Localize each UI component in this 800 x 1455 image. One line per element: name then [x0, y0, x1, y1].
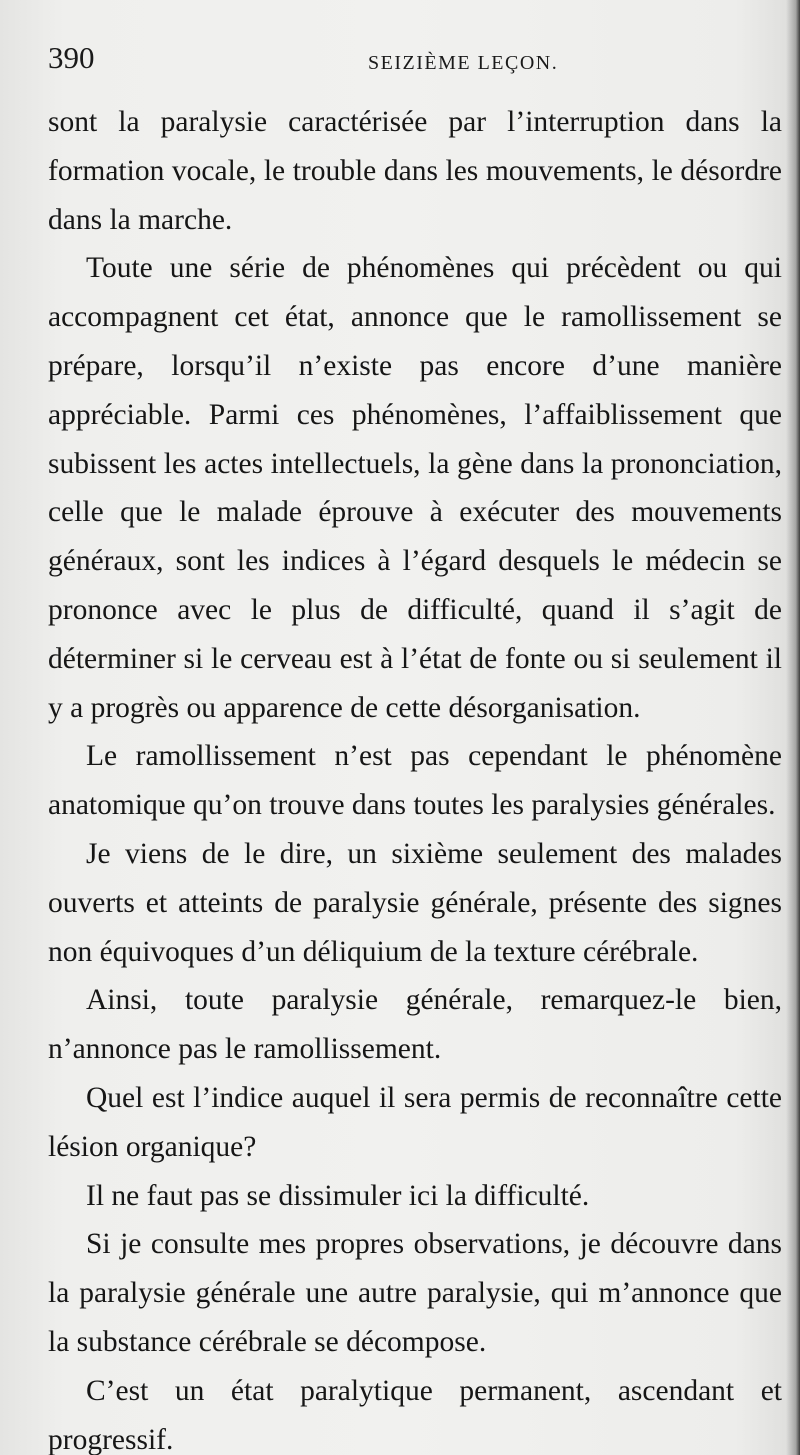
paragraph: Quel est l’indice auquel il sera permis de reconnaître cette lésion organique?	[48, 1081, 782, 1163]
page-header	[48, 40, 788, 90]
paragraph: Il ne faut pas se dissimuler ici la difficulté.	[86, 1179, 590, 1212]
page-edge-shadow	[786, 0, 800, 1455]
paragraph: C’est un état paralytique permanent, ascendant et progressif.	[48, 1374, 782, 1455]
paragraph: Ainsi, toute paralysie générale, remarquez-le bien, n’annonce pas le ramollissement.	[48, 984, 782, 1066]
page-number: 390	[48, 40, 95, 75]
paragraph: sont la paralysie caractérisée par l’interruption dans la formation vocale, le trouble dans les mouvements, le désordre dans la marche.	[48, 106, 782, 236]
paragraph: Toute une série de phénomènes qui précèdent ou qui accompagnent cet état, annonce que le ramollissement se prépare, lorsqu’il n’existe pas encore d’une manière appréciable. Parmi ces phénomènes, l’affaiblissement que subissent les actes intellectuels, la gène dans la prononciation, celle que le malade éprouve à exécuter des mouvements généraux, sont les indices à l’égard desquels le médecin se prononce avec le plus de difficulté, quand il s’agit de déterminer si le cerveau est à l’état de fonte ou si seulement il y a progrès ou apparence de cette désorganisation.	[48, 252, 782, 724]
paragraph: Si je consulte mes propres observations, je découvre dans la paralysie générale une autre paralysie, qui m’annonce que la substance cérébrale se décompose.	[48, 1228, 782, 1358]
paragraph: Je viens de le dire, un sixième seulement des malades ouverts et atteints de paralysie générale, présente des signes non équivoques d’un déliquium de la texture cérébrale.	[48, 837, 782, 968]
running-head: SEIZIÈME LEÇON.	[368, 52, 559, 74]
paragraph: Le ramollissement n’est pas cependant le phénomène anatomique qu’on trouve dans toutes les paralysies générales.	[48, 740, 782, 822]
body-text	[48, 98, 782, 1455]
